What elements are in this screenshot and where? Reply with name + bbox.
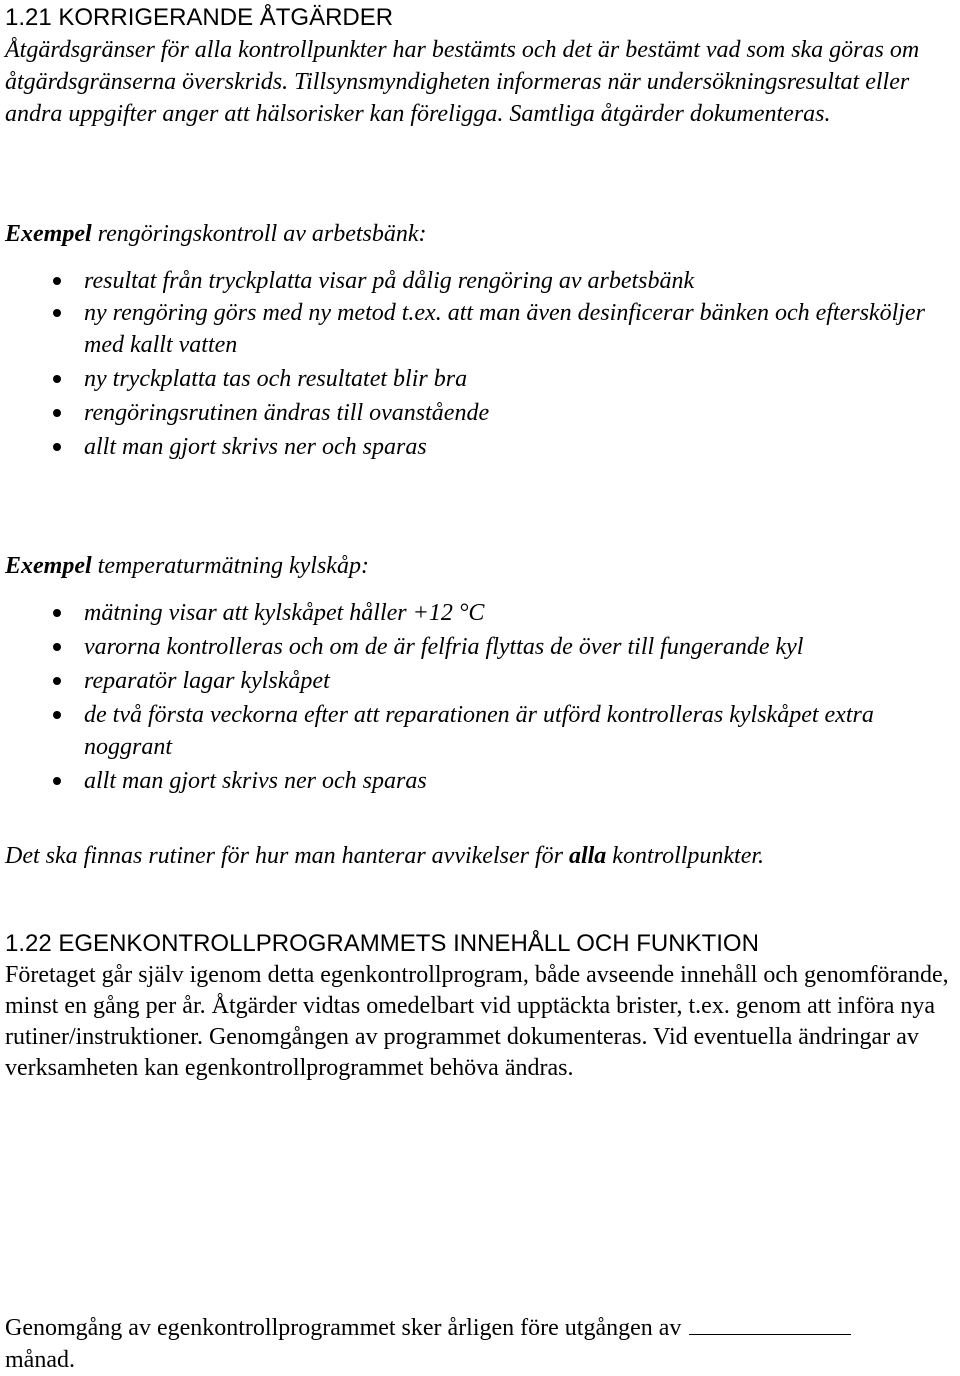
list-item: reparatör lagar kylskåpet	[5, 665, 945, 697]
bullet-icon	[53, 677, 61, 685]
list-item: varorna kontrolleras och om de är felfria flyttas de över till fungerande kyl	[5, 631, 945, 663]
list-item: de två första veckorna efter att reparationen är utförd kontrolleras kylskåpet extra noggrant	[5, 699, 945, 763]
bullet-icon	[53, 277, 61, 285]
list-item: rengöringsrutinen ändras till ovanstående	[5, 397, 945, 429]
list-item: ny rengöring görs med ny metod t.ex. att man även desinficerar bänken och eftersköljer med kallt vatten	[5, 297, 945, 361]
example-heading-fridge	[5, 550, 369, 582]
list-item: allt man gjort skrivs ner och sparas	[5, 431, 945, 463]
example-heading-cleaning	[5, 218, 427, 250]
list-item: allt man gjort skrivs ner och sparas	[5, 765, 945, 797]
bullet-icon	[53, 309, 61, 317]
section-121-intro: Åtgärdsgränser för alla kontrollpunkter har bestämts och det är bestämt vad som ska göras om åtgärdsgränserna överskrids. Tillsynsmyndigheten informeras när undersökningsresultat eller andra uppgifter anger att hälsorisker kan föreligga. Samtliga åtgärder dokumenteras.	[5, 37, 920, 127]
example-label: Exempel	[5, 553, 92, 579]
bullet-icon	[53, 609, 61, 617]
list-item: resultat från tryckplatta visar på dålig rengöring av arbetsbänk	[5, 265, 945, 297]
fridge-steps-list	[5, 597, 945, 797]
section-122-body: Företaget går själv igenom detta egenkontrollprogram, både avseende innehåll och genomförande, minst en gång per år. Åtgärder vidtas omedelbart vid upptäckta brister, t.ex. genom att införa nya rutiner/instruktioner. Genomgången av programmet dokumenteras. Vid eventuella ändringar av verksamheten kan egenkontrollprogrammet behöva ändras.	[5, 962, 949, 1081]
example-title: temperaturmätning kylskåp:	[91, 553, 369, 579]
bullet-icon	[53, 375, 61, 383]
cleaning-steps-list	[5, 265, 945, 463]
bullet-icon	[53, 409, 61, 417]
annual-review-line: Genomgång av egenkontrollprogrammet sker årligen före utgången av månad.	[5, 1312, 955, 1376]
section-heading-121: 1.21 KORRIGERANDE ÅTGÄRDER	[5, 4, 394, 31]
bullet-icon	[53, 711, 61, 719]
list-item: ny tryckplatta tas och resultatet blir bra	[5, 363, 945, 395]
month-blank-field	[689, 1312, 851, 1335]
example-title: rengöringskontroll av arbetsbänk:	[91, 221, 427, 247]
section-heading-122: 1.22 EGENKONTROLLPROGRAMMETS INNEHÅLL OCH FUNKTION	[5, 930, 759, 957]
bullet-icon	[53, 777, 61, 785]
emphasis-alla: alla	[568, 843, 607, 869]
bullet-icon	[53, 443, 61, 451]
bullet-icon	[53, 643, 61, 651]
deviation-routines-note: Det ska finnas rutiner för hur man hanterar avvikelser för alla kontrollpunkter.	[5, 843, 765, 869]
example-label: Exempel	[5, 221, 92, 247]
list-item: mätning visar att kylskåpet håller +12 °C	[5, 597, 945, 629]
